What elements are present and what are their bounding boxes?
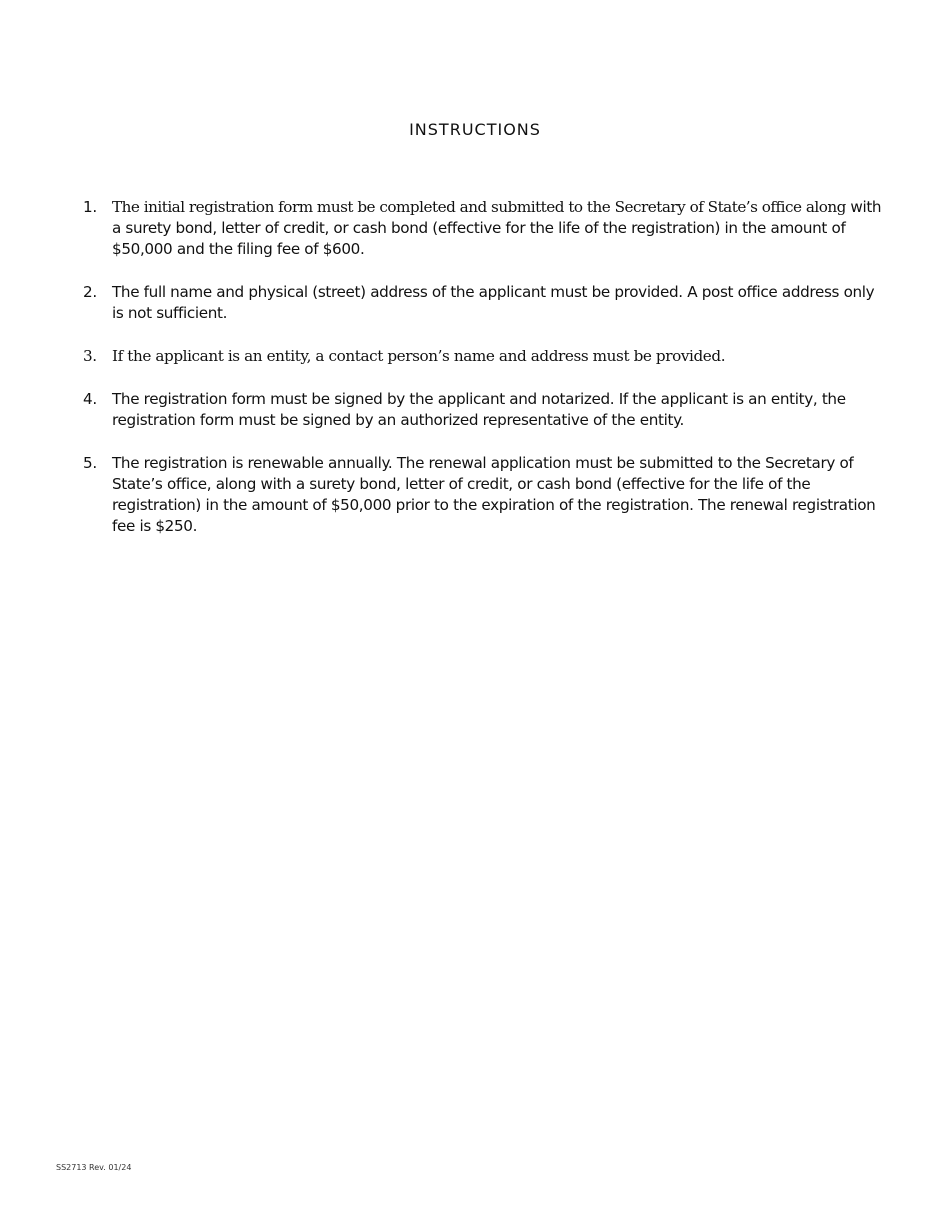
instruction-item-1 xyxy=(83,197,888,260)
item-text: The registration is renewable annually. The renewal application must be submitted to the Secretary of State’s office, along with a surety bond, letter of credit, or cash bond (effective for the life of the registration) in the amount of $50,000 prior to the expiration of the registration. The renewal registration fee is $250. xyxy=(112,454,876,535)
item-text-first-line: The initial registration form must be completed and submitted to the Secretary of State’s office along xyxy=(112,198,846,216)
instruction-item-2 xyxy=(83,282,888,324)
instruction-list xyxy=(83,197,888,559)
item-text: The full name and physical (street) address of the applicant must be provided. A post office address only is not sufficient. xyxy=(112,283,875,322)
item-number: 5. xyxy=(83,454,97,472)
item-text: If the applicant is an entity, a contact person’s name and address must be provided. xyxy=(112,347,726,365)
instruction-item-4 xyxy=(83,389,888,431)
item-number: 4. xyxy=(83,390,97,408)
instruction-item-5 xyxy=(83,453,888,537)
item-number: 2. xyxy=(83,283,97,301)
item-number: 1. xyxy=(83,198,97,216)
form-revision-code: SS2713 Rev. 01/24 xyxy=(56,1163,132,1172)
item-number: 3. xyxy=(83,347,97,365)
item-text: The registration form must be signed by the applicant and notarized. If the applicant is an entity, the registration form must be signed by an authorized representative of the entity. xyxy=(112,390,846,429)
instruction-item-3 xyxy=(83,346,888,367)
page-title: INSTRUCTIONS xyxy=(409,120,541,139)
item-text: with a surety bond, letter of credit, or cash bond (effective for the life of the registration) in the amount of $50,000 and the filing fee of $600. xyxy=(112,198,882,258)
